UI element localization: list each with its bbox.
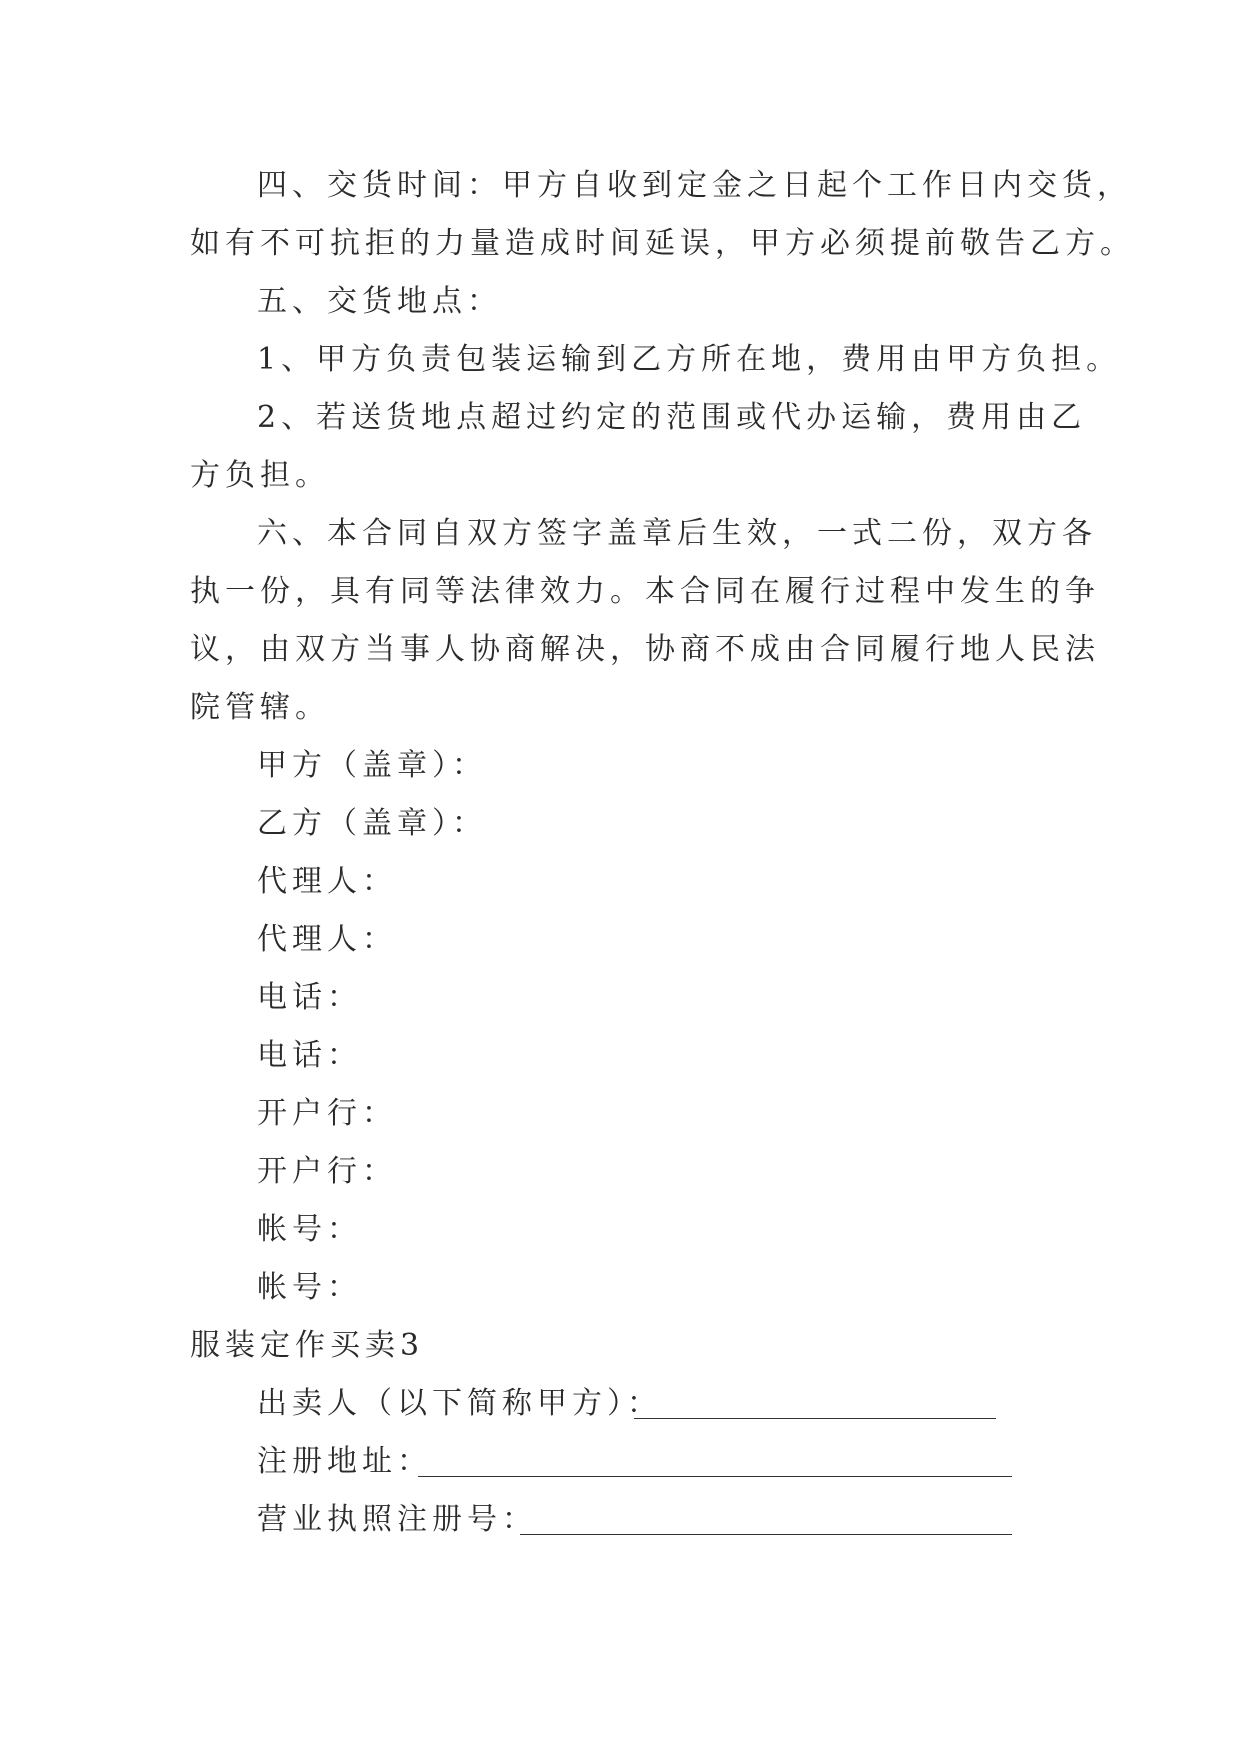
party-a-account-label: 帐号： xyxy=(257,1212,362,1247)
party-b-agent-label: 代理人： xyxy=(257,922,397,957)
clause-5-item-1: 1、甲方负责包装运输到乙方所在地，费用由甲方负担。 xyxy=(257,342,1122,377)
party-b-phone-label: 电话： xyxy=(257,1038,362,1073)
party-a-bank-label: 开户行： xyxy=(257,1096,397,1131)
license-number-blank-line xyxy=(520,1534,1012,1535)
party-a-phone-label: 电话： xyxy=(257,980,362,1015)
clause-4-delivery-time-cont: 如有不可抗拒的力量造成时间延误，甲方必须提前敬告乙方。 xyxy=(190,226,1135,261)
party-a-seal-label: 甲方（盖章）： xyxy=(257,748,487,783)
license-number-label: 营业执照注册号： xyxy=(257,1502,537,1537)
clause-6-effect-cont-3: 院管辖。 xyxy=(190,690,330,725)
registered-address-label: 注册地址： xyxy=(257,1444,432,1479)
party-b-seal-label: 乙方（盖章）： xyxy=(257,806,487,841)
clause-6-effect-cont-1: 执一份，具有同等法律效力。本合同在履行过程中发生的争 xyxy=(190,574,1100,609)
clause-6-effect: 六、本合同自双方签字盖章后生效，一式二份，双方各 xyxy=(257,516,1097,551)
party-a-agent-label: 代理人： xyxy=(257,864,397,899)
section-title: 服装定作买卖3 xyxy=(190,1328,425,1363)
clause-5-item-2-cont: 方负担。 xyxy=(190,458,330,493)
party-b-bank-label: 开户行： xyxy=(257,1154,397,1189)
clause-4-delivery-time: 四、交货时间：甲方自收到定金之日起个工作日内交货， xyxy=(257,168,1132,203)
clause-5-delivery-place: 五、交货地点： xyxy=(257,284,502,319)
clause-6-effect-cont-2: 议，由双方当事人协商解决，协商不成由合同履行地人民法 xyxy=(190,632,1100,667)
seller-label: 出卖人（以下简称甲方）： xyxy=(257,1386,662,1421)
party-b-account-label: 帐号： xyxy=(257,1270,362,1305)
registered-address-blank-line xyxy=(418,1476,1012,1477)
seller-blank-line xyxy=(634,1418,996,1419)
clause-5-item-2: 2、若送货地点超过约定的范围或代办运输，费用由乙 xyxy=(257,400,1087,435)
